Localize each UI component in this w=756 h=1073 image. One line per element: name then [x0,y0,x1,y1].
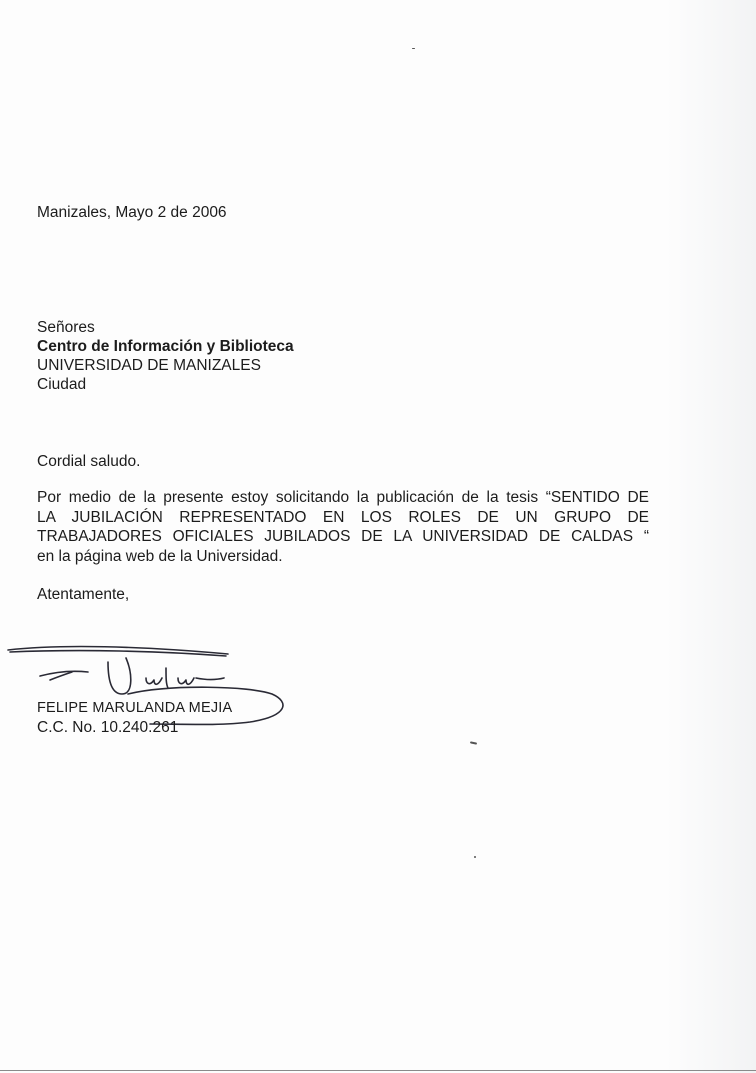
body-line-1: Por medio de la presente estoy solicitando la publicación de la tesis “SENTIDO DE [37,489,649,506]
scan-speck [412,48,415,49]
scan-shading [666,0,756,1073]
body-line-2: LA JUBILACIÓN REPRESENTADO EN LOS ROLES DE UN GRUPO DE [37,508,649,526]
recipient-organization: Centro de Información y Biblioteca [37,338,294,355]
sender-id-number: C.C. No. 10.240.261 [37,719,179,736]
scan-edge-line [0,1070,756,1071]
recipient-university: UNIVERSIDAD DE MANIZALES [37,357,261,374]
recipient-salutation-title: Señores [37,319,95,336]
greeting: Cordial saludo. [37,453,141,470]
body-line-3: TRABAJADORES OFICIALES JUBILADOS DE LA UNIVERSIDAD DE CALDAS “ [37,528,649,545]
sender-name: FELIPE MARULANDA MEJIA [37,700,233,716]
body-paragraph [37,488,649,566]
body-line-4: en la página web de la Universidad. [37,547,283,565]
scan-speck [474,856,476,858]
recipient-city: Ciudad [37,376,87,393]
closing: Atentamente, [37,586,130,603]
date-line: Manizales, Mayo 2 de 2006 [37,204,227,221]
scan-speck [470,741,477,744]
